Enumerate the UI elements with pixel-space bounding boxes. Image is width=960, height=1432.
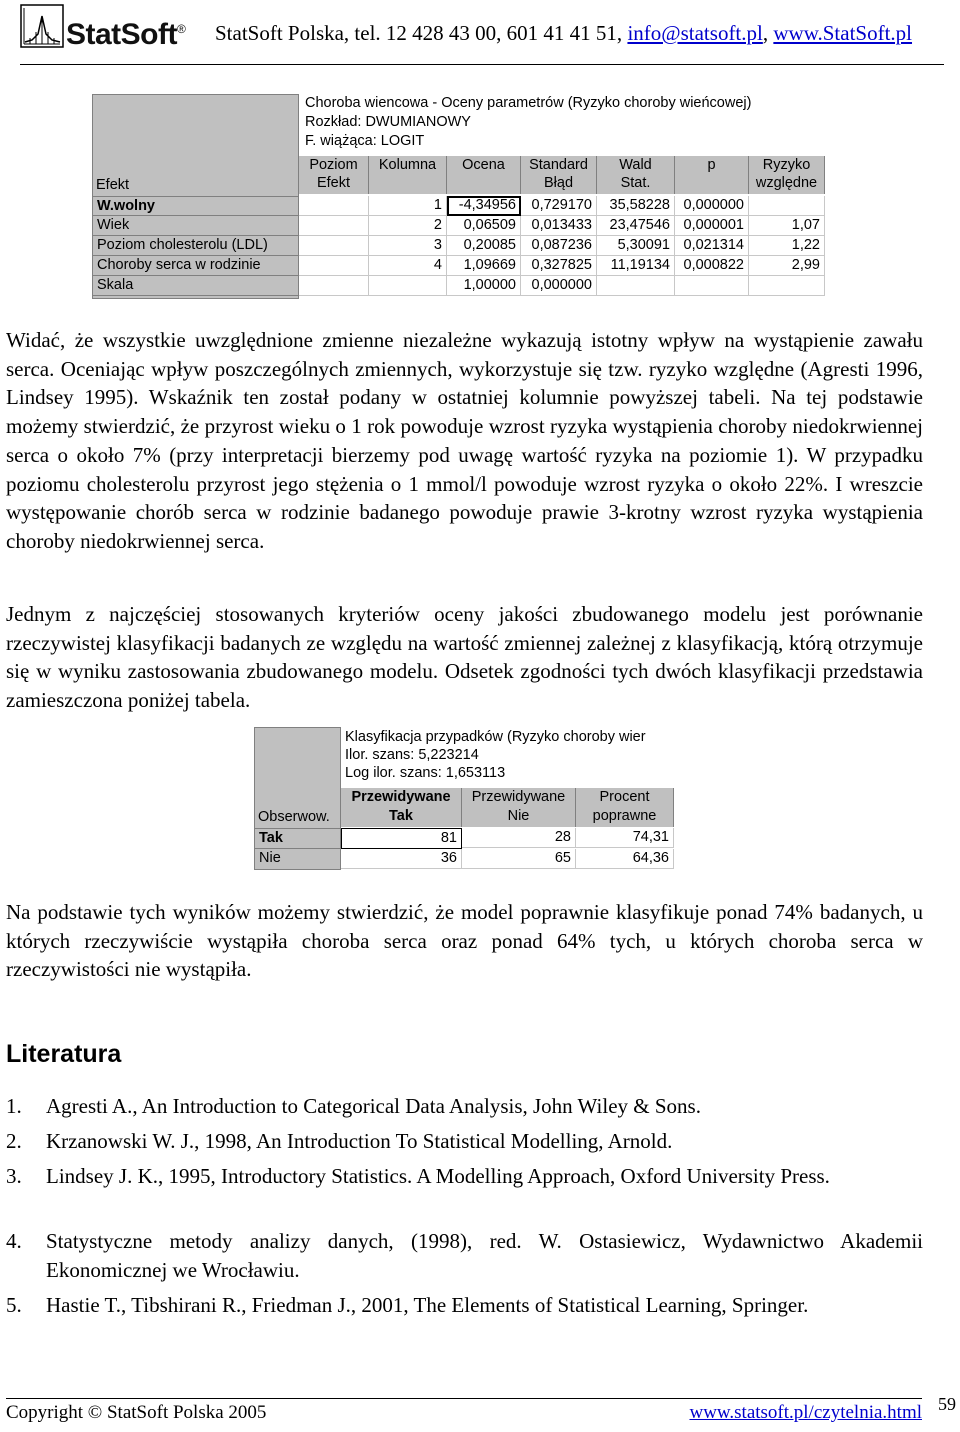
table-cell[interactable]: 28: [462, 828, 576, 848]
table-cell[interactable]: 0,087236: [521, 236, 597, 256]
table-cell[interactable]: 0,000822: [675, 256, 749, 276]
statsoft-logo: [20, 4, 200, 60]
table-cell[interactable]: 36: [341, 849, 462, 869]
paragraph-interpretation: Widać, że wszystkie uwzględnione zmienne niezależne wykazują istotny wpływ na wystąpienie zawału serca. Oceniając wpływ poszczególnych zmiennych, wykorzystuje się tzw. ryzyko względne (Agresti 1996, Lindsey 1995). Wskaźnik ten został podany w ostatniej kolumnie powyższej tabeli. Na tej podstawie możemy stwierdzić, że przyrost wieku o 1 rok powoduje wzrost ryzyka wystąpienia choroby niedokrwiennej serca o około 7% (przy interpretacji bierzemy pod uwagę wartość ryzyka na poziomie 1). W przypadku poziomu cholesterolu przyrost jego stężenia o 1 mmol/l powoduje wzrost ryzyka o około 22%. I wreszcie występowanie chorób serca w rodzinie badanego powoduje prawie 3-krotny wzrost ryzyka wystąpienia choroby niedokrwiennej serca.: [6, 328, 923, 553]
selected-table-cell[interactable]: 81: [341, 828, 462, 849]
table-cell[interactable]: [749, 276, 825, 296]
chart-logo-icon: [20, 4, 64, 48]
table-cell[interactable]: 0,729170: [521, 196, 597, 216]
header-contact: StatSoft Polska, tel. 12 428 43 00, 601 41 41 51, info@statsoft.pl, www.StatSoft.pl: [215, 21, 913, 45]
column-header[interactable]: Poziom Efekt: [299, 156, 369, 194]
footer-link[interactable]: www.statsoft.pl/czytelnia.html: [689, 1402, 922, 1423]
footer-divider: [6, 1398, 922, 1399]
table-cell[interactable]: 4: [369, 256, 447, 276]
table-cell[interactable]: [299, 276, 369, 296]
table-cell[interactable]: 0,000000: [675, 196, 749, 216]
row-label-cholesterol[interactable]: Poziom cholesterolu (LDL): [93, 236, 298, 256]
table-cell[interactable]: [299, 196, 369, 216]
row-label-w-wolny[interactable]: W.wolny: [93, 196, 298, 216]
row-label-tak[interactable]: Tak: [255, 828, 340, 849]
table-cell[interactable]: 0,021314: [675, 236, 749, 256]
company-contact-text: StatSoft Polska, tel. 12 428 43 00, 601 41 41 51,: [215, 21, 623, 45]
table-cell[interactable]: 1,09669: [447, 256, 521, 276]
row-label-nie[interactable]: Nie: [259, 850, 281, 866]
table-cell[interactable]: 1,22: [749, 236, 825, 256]
table-cell[interactable]: 11,19134: [597, 256, 675, 276]
footer-copyright: Copyright © StatSoft Polska 2005: [6, 1402, 267, 1423]
column-header[interactable]: Przewidywane Nie: [462, 788, 576, 827]
column-header[interactable]: Ryzyko względne: [749, 156, 825, 194]
table-cell[interactable]: 0,000001: [675, 216, 749, 236]
corner-label: Efekt: [96, 177, 130, 193]
table-cell[interactable]: [299, 236, 369, 256]
table-cell[interactable]: 3: [369, 236, 447, 256]
column-header[interactable]: Ocena: [447, 156, 521, 194]
email-link[interactable]: info@statsoft.pl: [627, 21, 763, 45]
page-number: 59: [938, 1394, 956, 1414]
table-cell[interactable]: 74,31: [576, 828, 674, 848]
table-cell[interactable]: 1: [369, 196, 447, 216]
table-cell[interactable]: 2: [369, 216, 447, 236]
table-cell[interactable]: [369, 276, 447, 296]
row-label-family-history[interactable]: Choroby serca w rodzinie: [93, 256, 298, 276]
table-subtitle: F. wiążąca: LOGIT: [305, 133, 425, 149]
paragraph-conclusion: Na podstawie tych wyników możemy stwierdzić, że model poprawnie klasyfikuje ponad 74% badanych, u których rzeczywiście wystąpiła choroba serca oraz ponad 64% tych, u których choroba serca w rzeczywistości nie wystąpiła.: [6, 900, 923, 982]
table-title: Choroba wiencowa - Oceny parametrów (Ryzyko choroby wieńcowej): [305, 95, 752, 111]
row-label-skala[interactable]: Skala: [93, 276, 298, 296]
table-cell[interactable]: 0,013433: [521, 216, 597, 236]
table-cell[interactable]: 0,06509: [447, 216, 521, 236]
classification-table: [254, 727, 674, 870]
page-header: [0, 0, 960, 66]
brand-name: StatSoft®: [66, 18, 186, 51]
table-cell[interactable]: 5,30091: [597, 236, 675, 256]
column-header[interactable]: Procent poprawne: [576, 788, 674, 827]
table-cell[interactable]: 23,47546: [597, 216, 675, 236]
table-cell[interactable]: 0,327825: [521, 256, 597, 276]
table-cell[interactable]: 1,07: [749, 216, 825, 236]
table-cell[interactable]: 64,36: [576, 849, 674, 869]
table-cell[interactable]: 0,20085: [447, 236, 521, 256]
table-cell[interactable]: [675, 276, 749, 296]
table-cell[interactable]: 35,58228: [597, 196, 675, 216]
table-cell[interactable]: 2,99: [749, 256, 825, 276]
corner-label: Obserwow.: [258, 809, 330, 825]
column-header[interactable]: Wald Stat.: [597, 156, 675, 194]
table-cell[interactable]: [299, 256, 369, 276]
table-subtitle: Rozkład: DWUMIANOWY: [305, 114, 471, 130]
row-label-wiek[interactable]: Wiek: [93, 216, 298, 236]
selected-table-cell[interactable]: -4,34956: [447, 196, 521, 216]
website-link[interactable]: www.StatSoft.pl: [773, 21, 913, 45]
paragraph-classification-intro: Jednym z najczęściej stosowanych kryteriów oceny jakości zbudowanego modelu jest porównanie rzeczywistej klasyfikacji badanych ze względu na wartość zmiennej zależnej z klasyfikacją, którą otrzymuje się w wyniku zastosowania zbudowanego modelu. Odsetek zgodności tych dwóch klasyfikacji przedstawia zamieszczona poniżej tabela.: [6, 602, 923, 713]
table-title: Klasyfikacja przypadków (Ryzyko choroby wier: [345, 729, 646, 745]
column-header[interactable]: p: [675, 156, 749, 194]
table-cell[interactable]: 1,00000: [447, 276, 521, 296]
header-divider: [20, 64, 944, 65]
column-header[interactable]: Przewidywane Tak: [341, 788, 462, 827]
table-cell[interactable]: [299, 216, 369, 236]
column-header[interactable]: Kolumna: [369, 156, 447, 194]
table-cell[interactable]: [749, 196, 825, 216]
table-cell[interactable]: 65: [462, 849, 576, 869]
table-cell[interactable]: 0,000000: [521, 276, 597, 296]
table-subtitle: Ilor. szans: 5,223214: [345, 747, 479, 763]
table-subtitle: Log ilor. szans: 1,653113: [345, 765, 506, 781]
section-title-literature: Literatura: [6, 1040, 122, 1068]
column-header[interactable]: Standard Błąd: [521, 156, 597, 194]
table-cell[interactable]: [597, 276, 675, 296]
parameter-estimates-table: [92, 94, 825, 299]
